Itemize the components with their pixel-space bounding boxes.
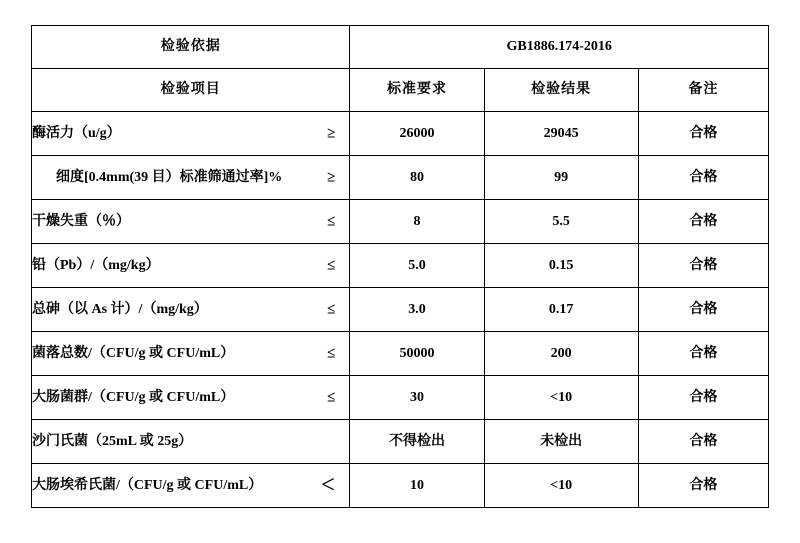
row-item-name [32, 156, 350, 200]
table-body [32, 26, 769, 508]
row-requirement: 10 [350, 464, 484, 508]
basis-value: GB1886.174-2016 [350, 26, 769, 69]
row-requirement: 50000 [350, 332, 484, 376]
row-requirement: 26000 [350, 112, 484, 156]
row-note: 合格 [638, 288, 768, 332]
row-note: 合格 [638, 376, 768, 420]
row-operator: ＜ [320, 477, 336, 494]
column-header-requirement: 标准要求 [350, 69, 484, 112]
row-item-label: 铅（Pb）/（mg/kg） [32, 257, 160, 273]
table-row [32, 200, 769, 244]
row-note: 合格 [638, 156, 768, 200]
table-row [32, 420, 769, 464]
basis-label: 检验依据 [32, 26, 350, 69]
column-header-note: 备注 [638, 69, 768, 112]
row-item-label: 沙门氏菌（25mL 或 25g） [32, 433, 193, 449]
row-operator: ≤ [327, 213, 336, 230]
row-requirement: 30 [350, 376, 484, 420]
table-row [32, 288, 769, 332]
table-row [32, 112, 769, 156]
inspection-result-table [31, 25, 769, 508]
row-item-name [32, 288, 350, 332]
row-item-name [32, 376, 350, 420]
row-result: 未检出 [484, 420, 638, 464]
row-item-name [32, 464, 350, 508]
row-operator: ≥ [327, 125, 336, 142]
row-operator: ≤ [327, 301, 336, 318]
row-requirement: 不得检出 [350, 420, 484, 464]
row-item-label: 总砷（以 As 计）/（mg/kg） [32, 301, 208, 317]
column-header-result: 检验结果 [484, 69, 638, 112]
row-requirement: 80 [350, 156, 484, 200]
row-operator: ≤ [327, 389, 336, 406]
row-item-name [32, 112, 350, 156]
row-result: 29045 [484, 112, 638, 156]
row-item-label: 细度[0.4mm(39 目）标准筛通过率]% [56, 169, 283, 185]
row-item-name [32, 200, 350, 244]
row-note: 合格 [638, 200, 768, 244]
table-row [32, 332, 769, 376]
row-item-label: 酶活力（u/g） [32, 125, 121, 141]
row-result: 0.15 [484, 244, 638, 288]
row-item-name [32, 244, 350, 288]
row-result: <10 [484, 376, 638, 420]
row-item-label: 大肠埃希氏菌/（CFU/g 或 CFU/mL） [32, 477, 263, 493]
row-result: <10 [484, 464, 638, 508]
table-row [32, 376, 769, 420]
table-row [32, 244, 769, 288]
row-note: 合格 [638, 112, 768, 156]
row-requirement: 8 [350, 200, 484, 244]
table-row [32, 156, 769, 200]
row-result: 5.5 [484, 200, 638, 244]
row-note: 合格 [638, 420, 768, 464]
table-row-basis [32, 26, 769, 69]
row-operator: ≤ [327, 257, 336, 274]
table-header-row [32, 69, 769, 112]
row-item-label: 菌落总数/（CFU/g 或 CFU/mL） [32, 345, 235, 361]
row-item-name [32, 420, 350, 464]
row-note: 合格 [638, 332, 768, 376]
row-result: 0.17 [484, 288, 638, 332]
row-note: 合格 [638, 464, 768, 508]
row-operator: ≤ [327, 345, 336, 362]
table-row [32, 464, 769, 508]
row-note: 合格 [638, 244, 768, 288]
row-item-label: 大肠菌群/（CFU/g 或 CFU/mL） [32, 389, 235, 405]
row-item-name [32, 332, 350, 376]
row-item-label: 干燥失重（％） [32, 213, 130, 229]
row-requirement: 5.0 [350, 244, 484, 288]
row-result: 99 [484, 156, 638, 200]
row-requirement: 3.0 [350, 288, 484, 332]
row-operator: ≥ [327, 169, 336, 186]
column-header-item: 检验项目 [32, 69, 350, 112]
row-result: 200 [484, 332, 638, 376]
